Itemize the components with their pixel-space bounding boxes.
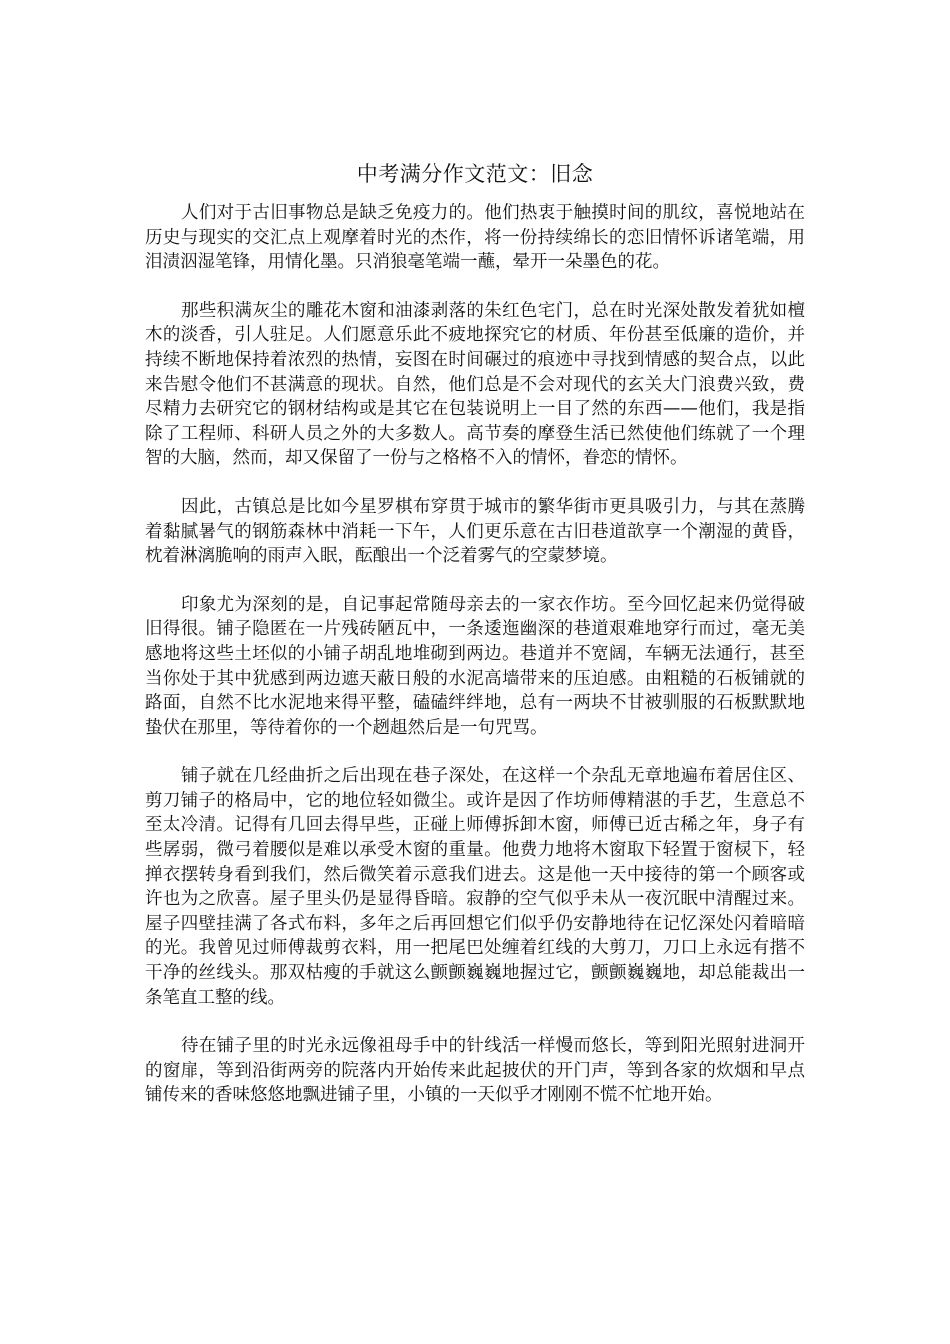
document-title: 中考满分作文范文：旧念 xyxy=(356,162,594,186)
paragraph-5: 铺子就在几经曲折之后出现在巷子深处，在这样一个杂乱无章地遍布着居住区、剪刀铺子的格局中，它的地位轻如微尘。或许是因了作坊师傅精湛的手艺，生意总不至太冷清。记得有几回去得早些，正碰上师傅拆卸木窗，师傅已近古稀之年，身子有些孱弱，微弓着腰似是难以承受木窗的重量。他费力地将木窗取下轻置于窗棂下，轻掸衣摆转身看到我们，然后微笑着示意我们进去。这是他一天中接待的第一个顾客或许也为之欣喜。屋子里头仍是显得昏暗。寂静的空气似乎未从一夜沉眠中清醒过来。屋子四壁挂满了各式布料，多年之后再回想它们似乎仍安静地待在记忆深处闪着暗暗的光。我曾见过师傅裁剪衣料，用一把尾巴处缠着红线的大剪刀，刀口上永远有揩不干净的丝线头。那双枯瘦的手就这么颤颤巍巍地握过它，颤颤巍巍地，却总能裁出一条笔直工整的线。 xyxy=(145,766,805,1008)
paragraph-6: 待在铺子里的时光永远像祖母手中的针线活一样慢而悠长，等到阳光照射进洞开的窗扉，等到沿街两旁的院落内开始传来此起披伏的开门声，等到各家的炊烟和早点铺传来的香味悠悠地飘进铺子里，小镇的一天似乎才刚刚不慌不忙地开始。 xyxy=(145,1036,805,1106)
paragraph-4: 印象尤为深刻的是，自记事起常随母亲去的一家衣作坊。至今回忆起来仍觉得破旧得很。铺子隐匿在一片残砖陋瓦中，一条逶迤幽深的巷道艰难地穿行而过，毫无美感地将这些土坯似的小铺子胡乱地堆砌到两边。巷道并不宽阔，车辆无法通行，甚至当你处于其中犹感到两边遮天蔽日般的水泥高墙带来的压迫感。由粗糙的石板铺就的路面，自然不比水泥地来得平整，磕磕绊绊地，总有一两块不甘被驯服的石板默默地蛰伏在那里，等待着你的一个趔趄然后是一句咒骂。 xyxy=(145,594,805,738)
paragraph-3: 因此，古镇总是比如今星罗棋布穿贯于城市的繁华街市更具吸引力，与其在蒸腾着黏腻暑气的钢筋森林中消耗一下午，人们更乐意在古旧巷道歆享一个潮湿的黄昏，枕着淋漓脆响的雨声入眠，酝酿出一个泛着雾气的空蒙梦境。 xyxy=(145,496,805,567)
paragraph-1: 人们对于古旧事物总是缺乏免疫力的。他们热衷于触摸时间的肌纹，喜悦地站在历史与现实的交汇点上观摩着时光的杰作，将一份持续绵长的恋旧情怀诉诸笔端，用泪渍泅湿笔锋，用情化墨。只消狼毫笔端一蘸，晕开一朵墨色的花。 xyxy=(145,203,805,273)
paragraph-2: 那些积满灰尘的雕花木窗和油漆剥落的朱红色宅门，总在时光深处散发着犹如檀木的淡香，引人驻足。人们愿意乐此不疲地探究它的材质、年份甚至低廉的造价，并持续不断地保持着浓烈的热情，妄图在时间碾过的痕迹中寻找到情感的契合点，以此来告慰令他们不甚满意的现状。自然，他们总是不会对现代的玄关大门浪费兴致，费尽精力去研究它的钢材结构或是其它在包装说明上一目了然的东西——他们，我是指除了工程师、科研人员之外的大多数人。高节奏的摩登生活已然使他们练就了一个理智的大脑，然而，却又保留了一份与之格格不入的情怀，眷恋的情怀。 xyxy=(145,300,805,469)
document-body xyxy=(145,201,805,1132)
